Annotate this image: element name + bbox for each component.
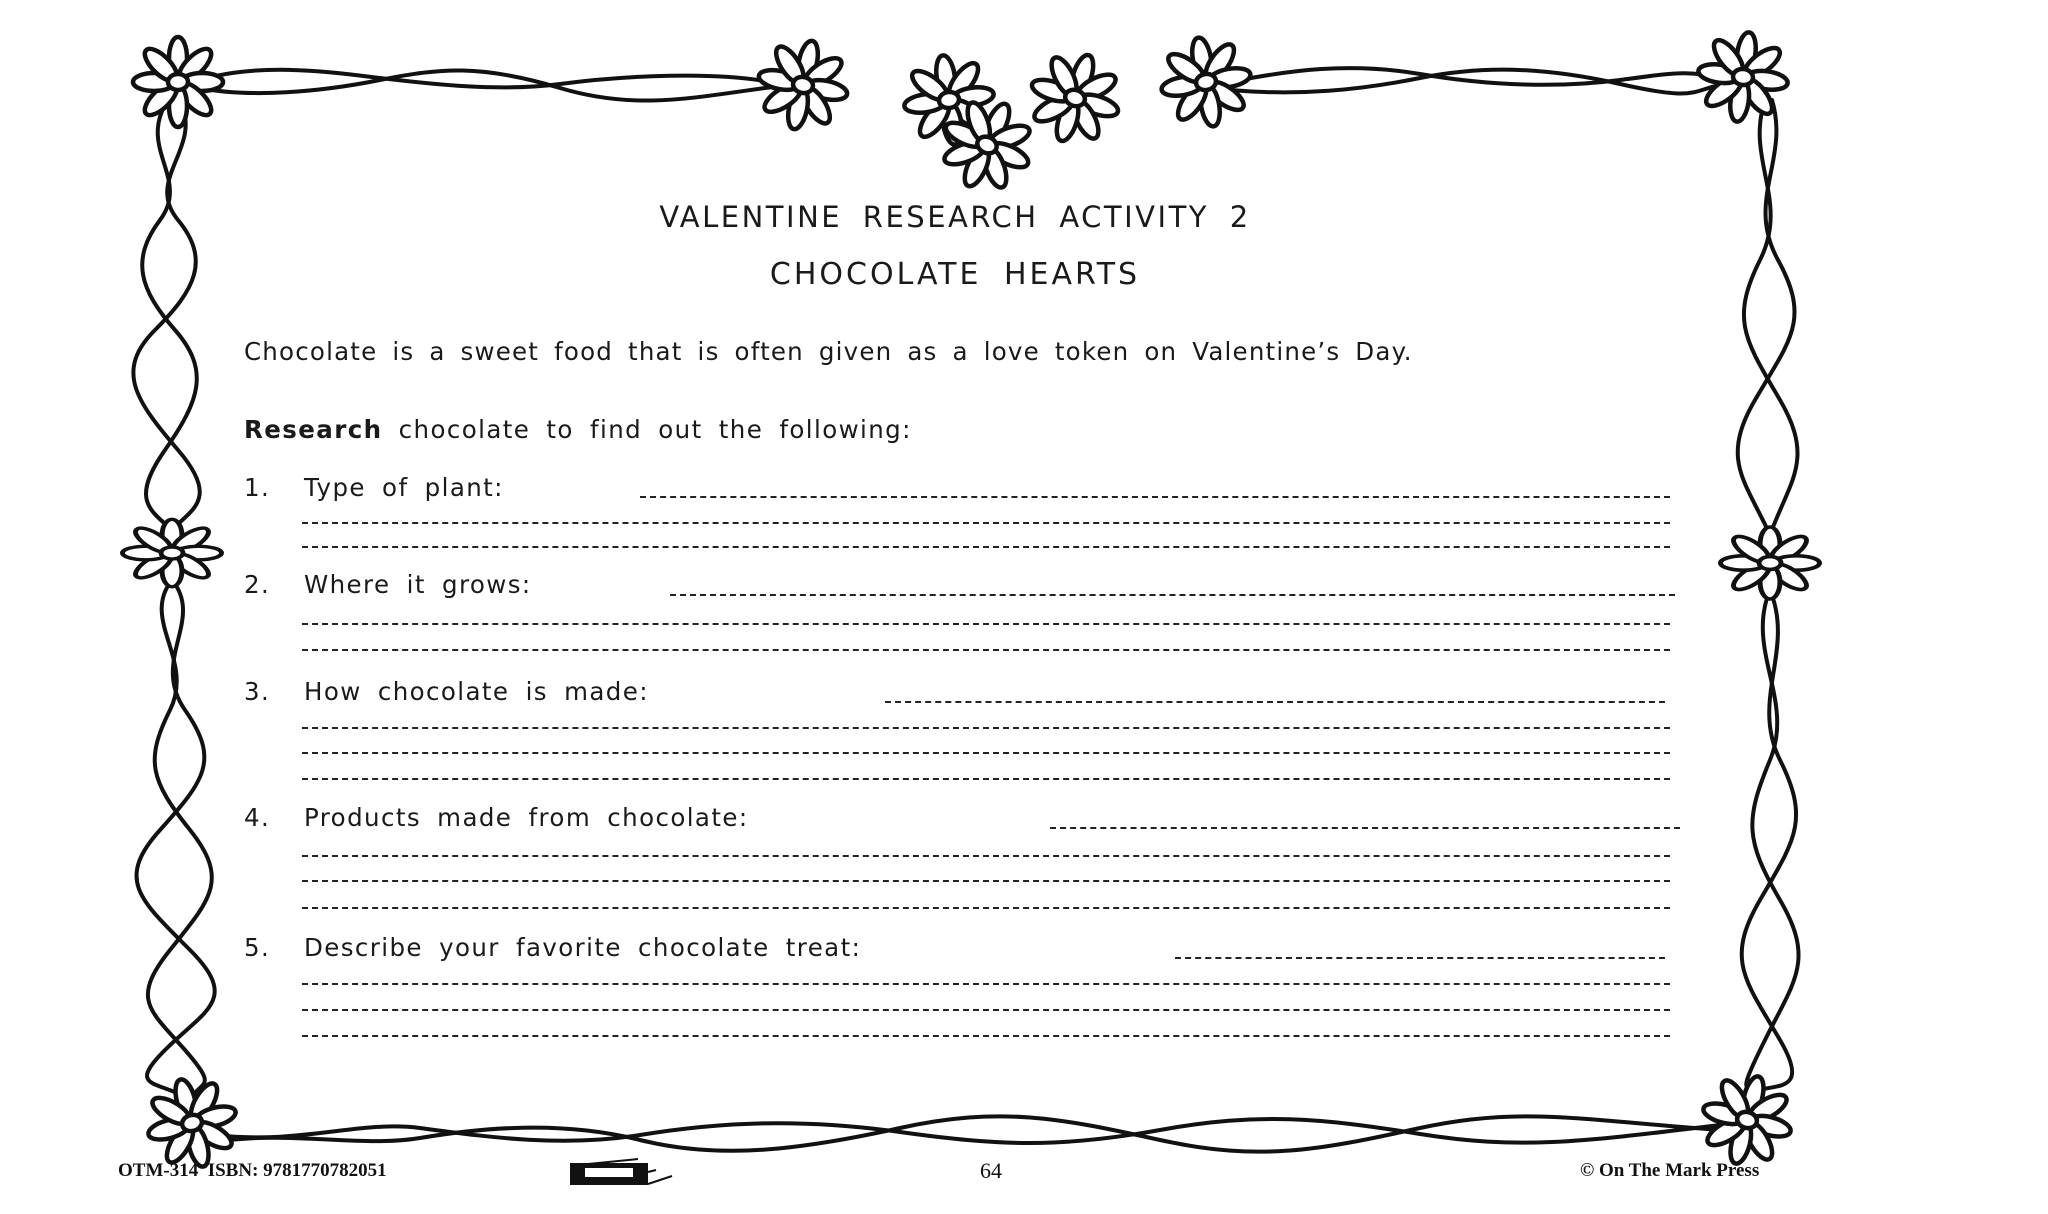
answer-line[interactable] (302, 778, 1670, 780)
daisy-icon (750, 32, 857, 139)
copier-icon (568, 1158, 678, 1188)
question-number: 5. (244, 933, 271, 962)
instruction-bold: Research (244, 415, 383, 444)
answer-line[interactable] (302, 907, 1670, 909)
answer-line[interactable] (302, 855, 1670, 857)
intro-paragraph: Chocolate is a sweet food that is often given as a love token on Valentine’s Day. (244, 337, 1413, 366)
answer-line[interactable] (302, 752, 1670, 754)
instruction-rest: chocolate to find out the following: (398, 415, 912, 444)
daisy-icon (123, 519, 222, 587)
question-number: 4. (244, 803, 271, 832)
copyright: © On The Mark Press (1580, 1160, 1760, 1181)
question-label: Products made from chocolate: (304, 803, 749, 832)
daisy-icon (1692, 26, 1794, 128)
answer-line[interactable] (885, 701, 1665, 703)
answer-line[interactable] (302, 983, 1670, 985)
answer-line[interactable] (640, 496, 1670, 498)
question-number: 1. (244, 473, 271, 502)
question-5 (244, 933, 861, 962)
answer-line[interactable] (302, 727, 1670, 729)
answer-line[interactable] (302, 623, 1670, 625)
daisy-icon (1154, 30, 1258, 134)
answer-line[interactable] (1175, 957, 1665, 959)
page-number: 64 (980, 1158, 1002, 1183)
question-4 (244, 803, 748, 832)
daisy-icon (133, 37, 223, 127)
isbn: ISBN: 9781770782051 (207, 1160, 387, 1181)
footer-code (118, 1160, 387, 1182)
question-label: How chocolate is made: (304, 677, 649, 706)
question-label: Where it grows: (304, 570, 532, 599)
instruction (244, 415, 1644, 444)
answer-line[interactable] (302, 1035, 1670, 1037)
answer-line[interactable] (302, 546, 1670, 548)
answer-line[interactable] (302, 649, 1670, 651)
question-number: 2. (244, 570, 271, 599)
question-1 (244, 473, 504, 502)
question-label: Describe your favorite chocolate treat: (304, 933, 862, 962)
answer-line[interactable] (670, 594, 1675, 596)
answer-line[interactable] (302, 880, 1670, 882)
question-3 (244, 677, 649, 706)
daisy-icon (1721, 527, 1820, 599)
worksheet-heading: VALENTINE RESEARCH ACTIVITY 2 (659, 200, 1251, 234)
answer-line[interactable] (302, 522, 1670, 524)
answer-line[interactable] (1050, 827, 1680, 829)
question-2 (244, 570, 532, 599)
answer-line[interactable] (302, 1009, 1670, 1011)
daisy-icon (1018, 41, 1131, 154)
question-label: Type of plant: (304, 473, 504, 502)
worksheet-subheading: CHOCOLATE HEARTS (769, 257, 1141, 292)
question-number: 3. (244, 677, 271, 706)
product-code: OTM-314 (118, 1160, 199, 1181)
